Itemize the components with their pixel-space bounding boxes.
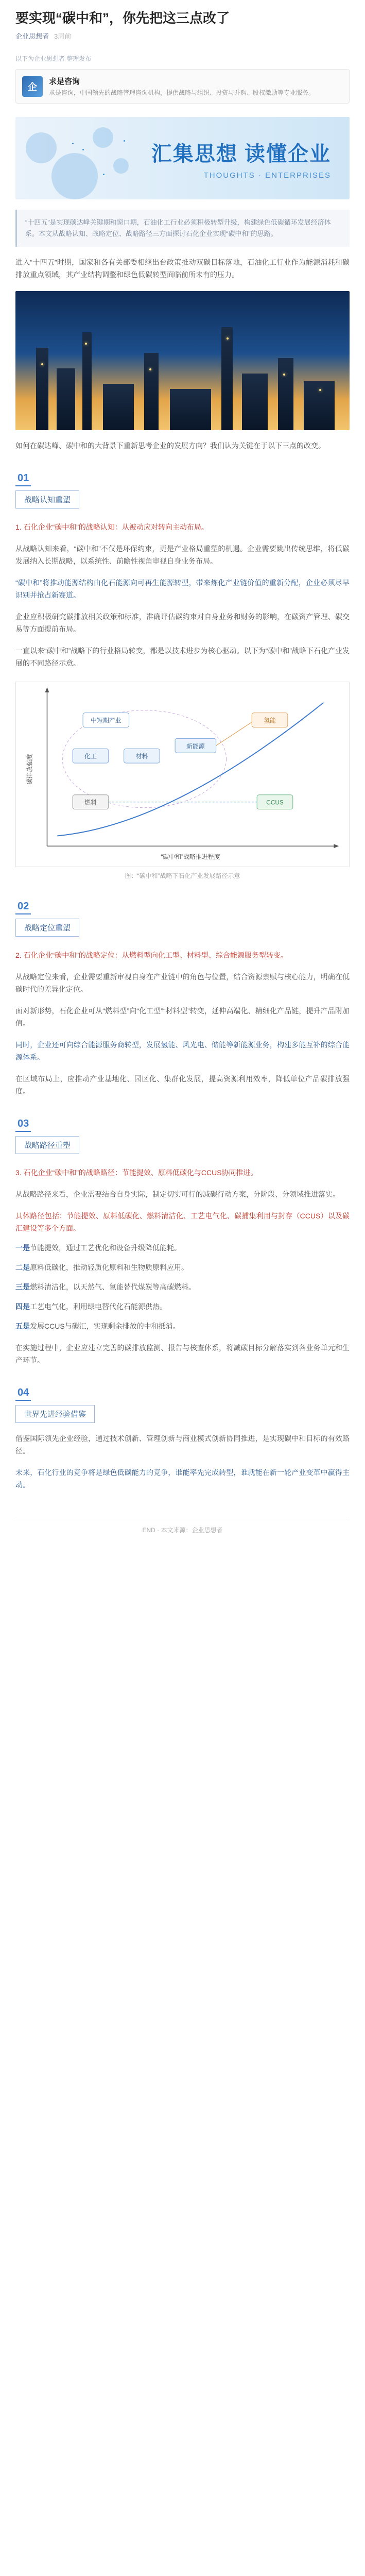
- diagram-x-label: “碳中和”战略推进程度: [161, 853, 220, 861]
- paragraph: 未来，石化行业的竞争将是绿色低碳能力的竞争，谁能率先完成转型，谁就能在新一轮产业变革中赢得主动。: [15, 1468, 350, 1489]
- account-info: [49, 76, 315, 97]
- section-head-4: [15, 1387, 350, 1423]
- paragraph: 从战略路径来看，企业需要结合自身实际，制定切实可行的减碳行动方案，分阶段、分领域推进落实。: [15, 1190, 340, 1198]
- svg-text:新能源: 新能源: [186, 742, 205, 750]
- account-desc: 求是咨询，中国领先的战略管理咨询机构，提供战略与组织、投资与并购、股权激励等专业服务。: [49, 89, 315, 96]
- diagram-y-label: 碳排放强度: [26, 754, 33, 785]
- paragraph: 面对新形势，石化企业可从“燃料型”向“化工型”“材料型”转变，延伸高端化、精细化产品链，提升产品附加值。: [15, 1007, 350, 1027]
- section-number: 03: [15, 1118, 31, 1132]
- section-head-1: [15, 472, 350, 509]
- paragraph: 一直以来“碳中和”战略下的行业格局转变，都是以技术进步为核心驱动。以下为“碳中和”战略下石化产业发展的不同路径示意。: [15, 647, 350, 667]
- list-item: 一是节能提效，通过工艺优化和设备升级降低能耗。: [15, 1244, 181, 1252]
- paragraph: 同时，企业还可向综合能源服务商转型，发展氢能、风光电、储能等新能源业务，构建多能互补的综合能源体系。: [15, 1041, 350, 1061]
- svg-text:氢能: 氢能: [264, 717, 276, 724]
- paragraph: 在区域布局上，应推动产业基地化、园区化、集群化发展，提高资源利用效率，降低单位产品碳排放强度。: [15, 1075, 350, 1095]
- paragraph: 借鉴国际领先企业经验，通过技术创新、管理创新与商业模式创新协同推进，是实现碳中和目标的有效路径。: [15, 1434, 350, 1455]
- paragraph: 如何在碳达峰、碳中和的大背景下重新思考企业的发展方向？我们认为关键在于以下三点的改变。: [15, 442, 325, 450]
- sub-heading: 2. 石化企业“碳中和”的战略定位：从燃料型向化工型、材料型、综合能源服务型转变。: [15, 951, 288, 959]
- paragraph: 企业应积极研究碳排放相关政策和标准，准确评估碳约束对自身业务和财务的影响，在碳资产管理、碳交易等方面提前布局。: [15, 613, 350, 633]
- account-avatar: 企: [22, 76, 43, 97]
- author-link[interactable]: 企业思想者: [15, 32, 49, 40]
- list-item: 五是发展CCUS与碳汇，实现剩余排放的中和抵消。: [15, 1322, 180, 1330]
- paragraph: “碳中和”将推动能源结构由化石能源向可再生能源转型，带来炼化产业链价值的重新分配，企业必须尽早识别并抢占新赛道。: [15, 579, 350, 599]
- svg-text:材料: 材料: [135, 753, 148, 760]
- svg-text:燃料: 燃料: [84, 799, 97, 806]
- list-item: 四是工艺电气化，利用绿电替代化石能源供热。: [15, 1302, 167, 1311]
- section-title: 世界先进经验借鉴: [15, 1405, 95, 1423]
- industry-path-diagram: [15, 682, 350, 867]
- section-title: 战略认知重塑: [15, 490, 79, 509]
- sub-heading: 3. 石化企业“碳中和”的战略路径：节能提效、原料低碳化与CCUS协同推进。: [15, 1168, 258, 1177]
- section-number: 01: [15, 472, 31, 486]
- paragraph: 从战略认知来看，“碳中和”不仅是环保约束，更是产业格局重塑的机遇。企业需要跳出传统思维，将低碳发展纳入长期战略，以系统性、前瞻性视角审视自身业务布局。: [15, 545, 350, 565]
- intro-quote: “十四五”是实现碳达峰关键期和窗口期，石油化工行业必须积极转型升级，构建绿色低碳循环发展经济体系。本文从战略认知、战略定位、战略路径三方面探讨石化企业实现“碳中和”的思路。: [15, 210, 350, 247]
- section-head-2: [15, 901, 350, 937]
- paragraph: 具体路径包括：节能提效、原料低碳化、燃料清洁化、工艺电气化、碳捕集利用与封存（CCUS）以及碳汇建设等多个方面。: [15, 1212, 350, 1232]
- banner-subtitle: THOUGHTS · ENTERPRISES: [203, 171, 331, 180]
- banner-image: [15, 117, 350, 199]
- sub-heading: 1. 石化企业“碳中和”的战略认知：从被动应对转向主动布局。: [15, 523, 208, 531]
- banner-text: [151, 138, 331, 180]
- article-footer: END · 本文来源：企业思想者: [15, 1517, 350, 1534]
- svg-text:化工: 化工: [84, 753, 97, 760]
- account-name: 求是咨询: [49, 77, 80, 86]
- list-item: 三是燃料清洁化，以天然气、氢能替代煤炭等高碳燃料。: [15, 1283, 196, 1291]
- publish-date: 3周前: [54, 32, 72, 40]
- diagram-caption: 图：“碳中和”战略下石化产业发展路径示意: [125, 872, 240, 879]
- article-title: 要实现“碳中和”，你先把这三点改了: [15, 10, 230, 26]
- paragraph: 进入“十四五”时期，国家和各有关部委相继出台政策推动双碳目标落地，石油化工行业作为能源消耗和碳排放重点领域，其产业结构调整和绿色低碳转型面临前所未有的压力。: [15, 258, 350, 279]
- banner-title: 汇集思想 读懂企业: [151, 143, 331, 165]
- section-title: 战略定位重塑: [15, 919, 79, 937]
- follow-hint: 以下为企业思想者 整理发布: [15, 55, 92, 62]
- article-meta: [15, 31, 350, 41]
- refinery-photo: [15, 291, 350, 430]
- section-number: 04: [15, 1387, 31, 1401]
- list-item: 二是原料低碳化，推动轻质化原料和生物质原料应用。: [15, 1263, 188, 1272]
- account-card[interactable]: [15, 69, 350, 104]
- svg-text:中短期产业: 中短期产业: [91, 717, 121, 724]
- section-number: 02: [15, 901, 31, 914]
- paragraph: 从战略定位来看，企业需要重新审视自身在产业链中的角色与位置，结合资源禀赋与核心能力，明确在低碳时代的差异化定位。: [15, 973, 350, 993]
- paragraph: 在实施过程中，企业应建立完善的碳排放监测、报告与核查体系，将减碳目标分解落实到各业务单元和生产环节。: [15, 1344, 350, 1364]
- section-title: 战略路径重塑: [15, 1136, 79, 1154]
- svg-text:CCUS: CCUS: [266, 799, 284, 806]
- section-head-3: [15, 1118, 350, 1154]
